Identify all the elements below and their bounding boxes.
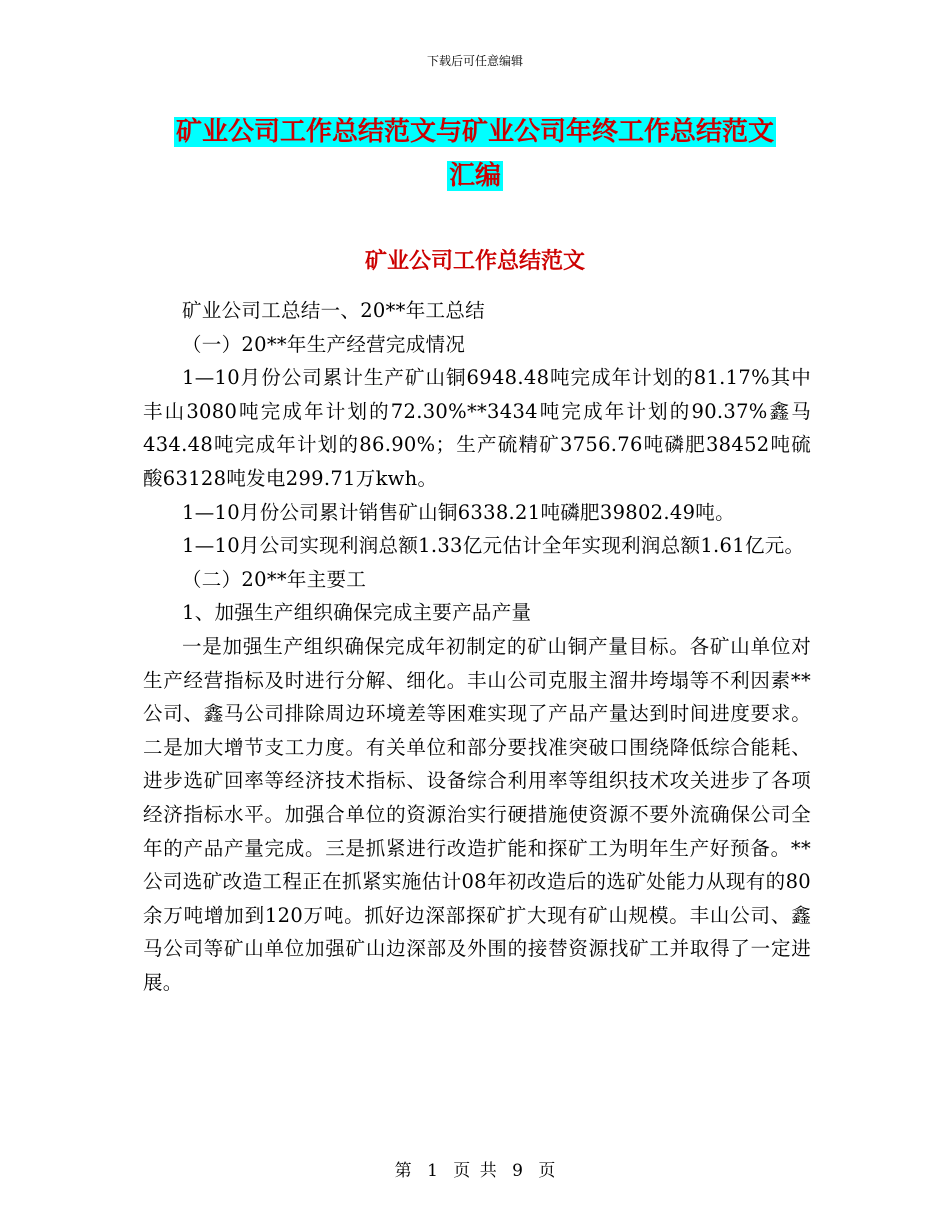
footer-middle: 页 共: [453, 1161, 497, 1181]
paragraph-main-work: 一是加强生产组织确保完成年初制定的矿山铜产量目标。各矿山单位对生产经营指标及时进行分解、细化。丰山公司克服主溜井垮塌等不利因素**公司、鑫马公司排除周边环境差等困难实现了产品产量达到时间进度要求。二是加大增节支工力度。有关单位和部分要找准突破口围绕降低综合能耗、进步选矿回率等经济技术指标、设备综合利用率等组织技术攻关进步了各项经济指标水平。加强合单位的资源治实行硬措施使资源不要外流确保公司全年的产品产量完成。三是抓紧进行改造扩能和探矿工为明年生产好预备。**公司选矿改造工程正在抓紧实施估计08年初改造后的选矿处能力从现有的80余万吨增加到120万吨。抓好边深部探矿扩大现有矿山规模。丰山公司、鑫马公司等矿山单位加强矿山边深部及外围的接替资源找矿工并取得了一定进展。: [143, 634, 811, 994]
paragraph-sales: 1—10月份公司累计销售矿山铜6338.21吨磷肥39802.49吨。: [182, 500, 735, 524]
footer-total-pages: 9: [512, 1161, 523, 1181]
header-note: 下载后可任意编辑: [426, 54, 523, 68]
document-body: [143, 294, 811, 999]
paragraph-heading-1: （一）20**年生产经营完成情况: [182, 332, 466, 356]
footer-prefix: 第: [394, 1161, 412, 1181]
footer-suffix: 页: [538, 1161, 556, 1181]
paragraph-profit: 1—10月公司实现利润总额1.33亿元估计全年实现利润总额1.61亿元。: [182, 534, 805, 558]
section-title: 矿业公司工作总结范文: [364, 249, 585, 274]
paragraph-subheading: 1、加强生产组织确保完成主要产品产量: [182, 601, 532, 625]
footer-current-page: 1: [427, 1161, 438, 1181]
paragraph-heading-2: （二）20**年主要工: [182, 567, 367, 591]
document-title: [90, 110, 860, 198]
document-title-line2: 汇编: [448, 161, 501, 191]
document-title-line1: 矿业公司工作总结范文与矿业公司年终工作总结范文: [175, 117, 774, 147]
paragraph-intro: 矿业公司工总结一、20**年工总结: [182, 299, 485, 322]
page-footer: [0, 1156, 950, 1181]
paragraph-production: 1—10月份公司累计生产矿山铜6948.48吨完成年计划的81.17%其中丰山3080吨完成年计划的72.30%**3434吨完成年计划的90.37%鑫马434.48吨完成年计划的86.90%；生产硫精矿3756.76吨磷肥38452吨硫酸63128吨发电299.71万kwh。: [143, 366, 811, 490]
